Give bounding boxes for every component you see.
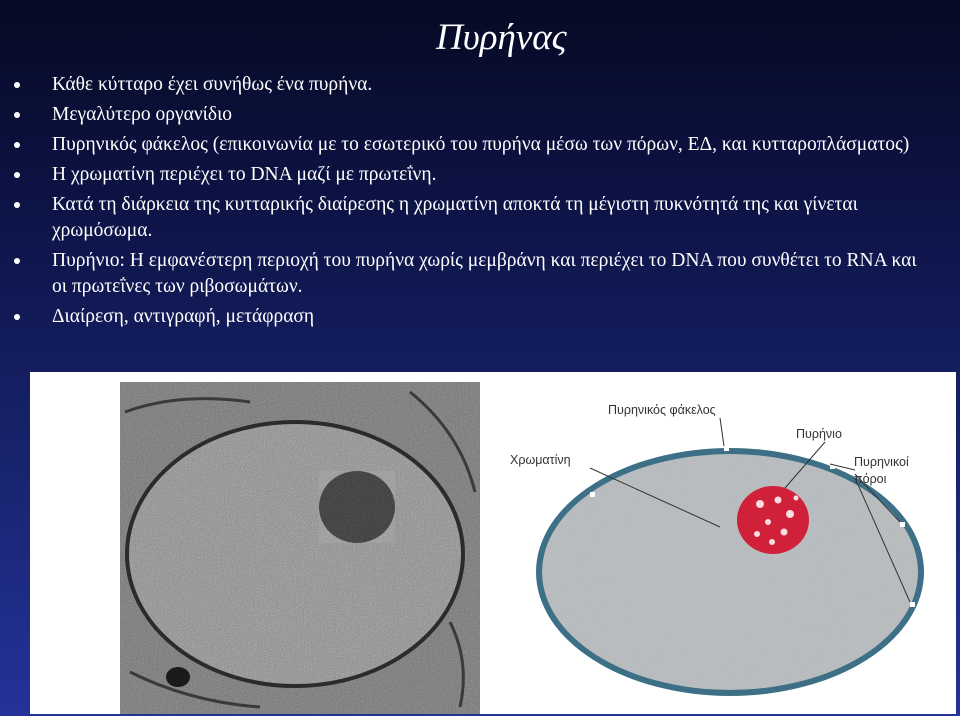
bullet-item bbox=[14, 102, 934, 128]
label-pores-line2: πόροι bbox=[854, 472, 887, 486]
bullet-dot-icon bbox=[14, 258, 20, 264]
bullet-item bbox=[14, 192, 934, 244]
bullet-dot-icon bbox=[14, 172, 20, 178]
bullet-text: Πυρηνικός φάκελος (επικοινωνία με το εσωτερικό του πυρήνα μέσω των πόρων, ΕΔ, και κυτταροπλάσματος) bbox=[52, 134, 910, 155]
bullet-text: Διαίρεση, αντιγραφή, μετάφραση bbox=[52, 306, 315, 327]
bullet-dot-icon bbox=[14, 112, 20, 118]
bullet-item bbox=[14, 248, 934, 300]
bullet-text: Μεγαλύτερο οργανίδιο bbox=[52, 104, 233, 125]
bullet-dot-icon bbox=[14, 142, 20, 148]
bullet-list bbox=[14, 72, 934, 334]
label-nucleolus: Πυρήνιο bbox=[796, 427, 842, 441]
label-envelope: Πυρηνικός φάκελος bbox=[608, 403, 716, 417]
bullet-dot-icon bbox=[14, 202, 20, 208]
micrograph bbox=[120, 382, 480, 714]
bullet-dot-icon bbox=[14, 82, 20, 88]
bullet-item bbox=[14, 72, 934, 98]
nucleolus-shape bbox=[737, 486, 809, 554]
bullet-item bbox=[14, 304, 934, 330]
bullet-item bbox=[14, 162, 934, 188]
bullet-text: Κατά τη διάρκεια της κυτταρικής διαίρεσης η χρωματίνη αποκτά τη μέγιστη πυκνότητά της και γίνεται χρωμόσωμα. bbox=[52, 194, 858, 241]
label-chromatin: Χρωματίνη bbox=[510, 453, 571, 467]
label-pores-line1: Πυρηνικοί bbox=[854, 455, 909, 469]
bullet-item bbox=[14, 132, 934, 158]
slide-title: Πυρήνας bbox=[436, 17, 567, 58]
bullet-text: Κάθε κύτταρο έχει συνήθως ένα πυρήνα. bbox=[52, 74, 373, 95]
nucleus-diagram bbox=[510, 403, 924, 696]
bullet-text: Πυρήνιο: Η εμφανέστερη περιοχή του πυρήνα χωρίς μεμβράνη και περιέχει το DNA που συνθέτει το RNA και οι πρωτεΐνες των ριβοσωμάτων. bbox=[52, 250, 917, 297]
bullet-text: Η χρωματίνη περιέχει το DNA μαζί με πρωτεΐνη. bbox=[52, 164, 437, 185]
bullet-dot-icon bbox=[14, 314, 20, 320]
nucleus-figure bbox=[30, 372, 956, 714]
nucleus-illustration bbox=[30, 372, 956, 714]
